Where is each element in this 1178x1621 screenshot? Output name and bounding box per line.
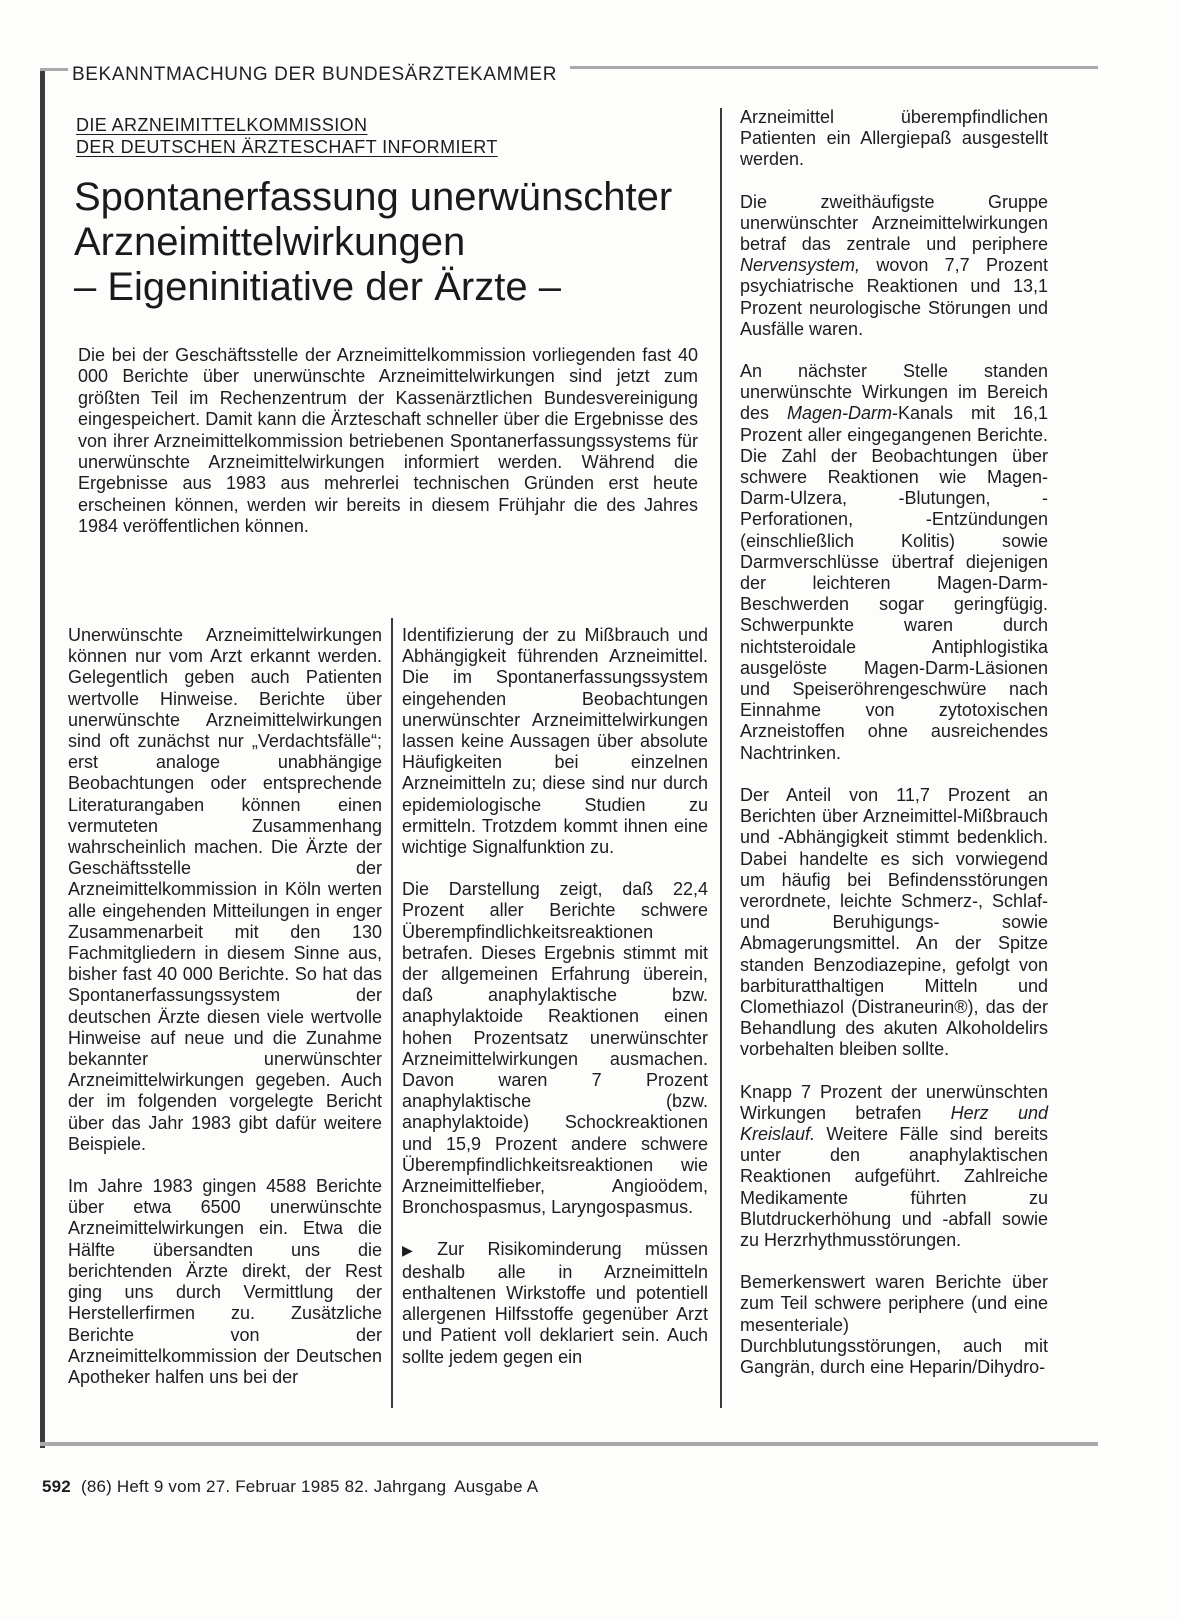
title-line-3: – Eigeninitiative der Ärzte – bbox=[74, 265, 561, 309]
article-title bbox=[74, 175, 672, 310]
body-column-2 bbox=[402, 625, 708, 1389]
col2-paragraph-2: Die Darstellung zeigt, daß 22,4 Prozent aller Berichte schwere Überempfindlichkeitsreaktionen betrafen. Dieses Ergebnis stimmt mit der allgemeinen Erfahrung überein, daß anaphylaktische bzw. anaphylaktoide Reaktionen einen hohen Prozentsatz unerwünschter Arzneimittelwirkungen ausmachen. Davon waren 7 Prozent anaphylaktische (bzw. anaphylaktoide) Schockreaktionen und 15,9 Prozent andere schwere Überempfindlichkeitsreaktionen wie Arzneimittelfieber, Angioödem, Bronchospasmus, Laryngospasmus. bbox=[402, 879, 708, 1218]
col2-paragraph-1: Identifizierung der zu Mißbrauch und Abhängigkeit führenden Arzneimittel. Die im Spontanerfassungssystem eingehenden Beobachtungen unerwünschter Arzneimittelwirkungen lassen keine Aussagen über absolute Häufigkeiten bei einzelnen Arzneimitteln zu; diese sind nur durch epidemiologische Studien zu ermitteln. Trotzdem kommt ihnen eine wichtige Signalfunktion zu. bbox=[402, 625, 708, 858]
lead-paragraph bbox=[78, 345, 698, 559]
col3-paragraph-3 bbox=[740, 361, 1048, 764]
col3-p3-emphasis: Magen-Darm bbox=[786, 403, 893, 424]
col1-paragraph-2: Im Jahre 1983 gingen 4588 Berichte über etwa 6500 unerwünschte Arzneimittelwirkungen ein. Etwa die Hälfte übersandten uns die berichtenden Ärzte direkt, der Rest ging uns durch Vermittlung der Herstellerfirmen zu. Zusätzliche Berichte von der Arzneimittelkommission der Deutschen Apotheker halfen uns bei der bbox=[68, 1176, 382, 1387]
col3-paragraph-6: Bemerkenswert waren Berichte über zum Teil schwere periphere (und eine mesenteriale) Durchblutungsstörungen, auch mit Gangrän, durch eine Heparin/Dihydro- bbox=[740, 1272, 1048, 1377]
body-column-1 bbox=[68, 625, 382, 1409]
issue-info: (86) Heft 9 vom 27. Februar 1985 82. Jahrgang bbox=[80, 1477, 447, 1496]
column-divider-right bbox=[720, 108, 722, 1408]
col3-p2-emphasis: Nervensystem, bbox=[740, 255, 861, 276]
col3-p5-text-a: Knapp 7 Prozent der unerwünschten Wirkungen betrafen bbox=[740, 1081, 1048, 1123]
title-line-1: Spontanerfassung unerwünschter bbox=[74, 175, 673, 219]
col1-paragraph-1: Unerwünschte Arzneimittelwirkungen können nur vom Arzt erkannt werden. Gelegentlich geben auch Patienten wertvolle Hinweise. Berichte über unerwünschte Arzneimittelwirkungen sind oft zunächst nur „Verdachtsfälle“; erst analoge unabhängige Beobachtungen oder entsprechende Literaturangaben können einen vermuteten Zusammenhang wahrscheinlich machen. Die Ärzte der Geschäftsstelle der Arzneimittelkommission in Köln werten alle eingehenden Mitteilungen in enger Zusammenarbeit mit den 130 Fachmitgliedern in diesem Sinne aus, bisher fast 40 000 Berichte. So hat das Spontanerfassungssystem der deutschen Ärzte diesen viele wertvolle Hinweise auf neue und die Zunahme bekannter unerwünschter Arzneimittelwirkungen gegeben. Auch der im folgenden vorgelegte Bericht über das Jahr 1983 gibt dafür weitere Beispiele. bbox=[68, 625, 382, 1154]
col3-p2-text-a: Die zweithäufigste Gruppe unerwünschter Arzneimittelwirkungen betraf das zentrale und periphere bbox=[740, 191, 1048, 255]
edition-label: Ausgabe A bbox=[454, 1477, 539, 1496]
section-header: BEKANNTMACHUNG DER BUNDESÄRZTEKAMMER bbox=[72, 64, 558, 85]
col3-p5-text-b: Weitere Fälle sind bereits unter den anaphylaktischen Reaktionen aufgeführt. Zahlreiche Medikamente führten zu Blutdruckerhöhung und -abfall sowie zu Herzrhythmusstörungen. bbox=[740, 1123, 1048, 1250]
lead-text: Die bei der Geschäftsstelle der Arzneimittelkommission vorliegenden fast 40 000 Berichte über unerwünschte Arzneimittelwirkungen sind jetzt zum größten Teil im Rechenzentrum der Kassenärztlichen Bundesvereinigung eingespeichert. Damit kann die Ärzteschaft schneller über die Ergebnisse des von ihrer Arzneimittelkommission betriebenen Spontanerfassungssystems für unerwünschte Arzneimittelwirkungen informiert werden. Während die Ergebnisse aus 1983 aus mehrerlei technischen Gründen erst heute erscheinen können, werden wir bereits in diesem Frühjahr die des Jahres 1984 veröffentlichen können. bbox=[78, 345, 698, 537]
col3-p3-text-a: An nächster Stelle standen unerwünschte Wirkungen im Bereich des bbox=[740, 361, 1048, 424]
col3-p5-emphasis: Herz und Kreislauf. bbox=[740, 1102, 1048, 1144]
header-rule-right bbox=[570, 66, 1098, 69]
header-rule bbox=[40, 68, 68, 71]
kicker bbox=[76, 114, 498, 158]
col3-paragraph-2 bbox=[740, 192, 1048, 340]
kicker-line-1: DIE ARZNEIMITTELKOMMISSION bbox=[76, 115, 368, 135]
title-line-2: Arzneimittelwirkungen bbox=[74, 220, 466, 264]
page-number: 592 bbox=[42, 1477, 71, 1496]
col3-paragraph-1: Arzneimittel überempfindlichen Patienten ein Allergiepaß ausgestellt werden. bbox=[740, 107, 1048, 170]
col3-p2-text-b: wovon 7,7 Prozent psychiatrische Reaktionen und 13,1 Prozent neurologische Störungen und Ausfälle waren. bbox=[740, 255, 1048, 339]
arrow-icon: ▶ bbox=[402, 1242, 432, 1259]
bottom-rule bbox=[40, 1442, 1098, 1446]
col3-paragraph-4: Der Anteil von 11,7 Prozent an Berichten über Arzneimittel-Mißbrauch und -Abhängigkeit stimmt bedenklich. Dabei handelte es sich vorwiegend um häufig bei Befindensstörungen verordnete, leichte Schmerz-, Schlaf- und Beruhigungs- sowie Abmagerungsmittel. An der Spitze standen Benzodiazepine, gefolgt von barbituratthaltigen Mitteln und Clomethiazol (Distraneurin®), das der Behandlung des akuten Alkoholdelirs vorbehalten bleiben sollte. bbox=[740, 784, 1048, 1060]
kicker-line-2: DER DEUTSCHEN ÄRZTESCHAFT INFORMIERT bbox=[76, 137, 498, 157]
col2-paragraph-3-text: Zur Risikominderung müssen deshalb alle in Arzneimitteln enthaltenen Wirkstoffe und potentiell allergenen Hilfsstoffe gegenüber Arzt und Patient voll deklariert sein. Auch sollte jedem gegen ein bbox=[402, 1239, 708, 1367]
page-footer bbox=[42, 1477, 538, 1497]
left-margin-bar bbox=[40, 68, 45, 1448]
col3-p3-text-b: -Kanals mit 16,1 Prozent aller eingegangenen Berichte. Die Zahl der Beobachtungen über schwere Reaktionen wie Magen-Darm-Ulzera, -Blutungen, -Perforationen, -Entzündungen (einschließlich Kolitis) sowie Darmverschlüsse übertraf diejenigen der leichteren Magen-Darm-Beschwerden sogar geringfügig. Schwerpunkte waren durch nichtsteroidale Antiphlogistika ausgelöste Magen-Darm-Läsionen und Speiseröhrengeschwüre nach Einnahme von zytotoxischen Arzneistoffen ohne ausreichendes Nachtrinken. bbox=[740, 403, 1048, 763]
col2-paragraph-3 bbox=[402, 1239, 708, 1367]
body-column-3 bbox=[740, 107, 1048, 1399]
col3-paragraph-5 bbox=[740, 1082, 1048, 1252]
column-divider-middle bbox=[391, 618, 393, 1408]
